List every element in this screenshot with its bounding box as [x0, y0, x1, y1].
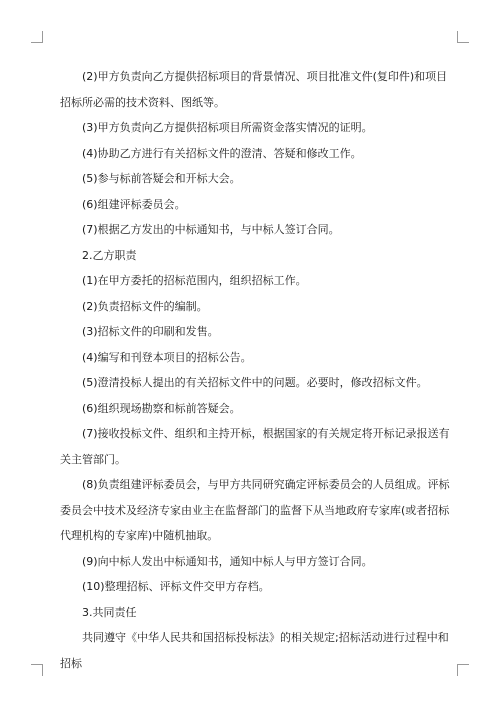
paragraph: (5)参与标前答疑会和开标大会。 — [82, 172, 241, 185]
crop-mark-bottom-left — [31, 664, 43, 676]
paragraph: (1)在甲方委托的招标范围内，组织招标工作。 — [82, 274, 307, 287]
paragraph: (10)整理招标、评标文件交甲方存档。 — [82, 580, 270, 593]
crop-mark-top-left — [31, 31, 43, 43]
paragraph: (5)澄清投标人提出的有关招标文件中的问题。必要时，修改招标文件。 — [82, 376, 428, 389]
paragraph: (4)编写和刊登本项目的招标公告。 — [82, 350, 252, 364]
paragraph: (8)负责组建评标委员会，与甲方共同研究确定评标委员会的人员组成。评标委员会中技术及经济专家由业主在监督部门的监督下从当地政府专家库(或者招标代理机构的专家库)中随机抽取。 — [60, 478, 450, 542]
paragraph: (2)甲方负责向乙方提供招标项目的背景情况、项目批准文件(复印件)和项目招标所必需的技术资料、图纸等。 — [60, 70, 448, 109]
paragraph: (6)组建评标委员会。 — [82, 197, 186, 211]
crop-mark-bottom-right — [457, 664, 469, 676]
paragraph: (2)负责招标文件的编制。 — [82, 299, 208, 313]
section-heading: 2.乙方职责 — [82, 248, 137, 262]
paragraph: 共同遵守《中华人民共和国招标投标法》的相关规定;招标活动进行过程中和招标 — [60, 631, 449, 670]
paragraph: (7)根据乙方发出的中标通知书，与中标人签订合同。 — [82, 223, 340, 236]
paragraph: (6)组织现场勘察和标前答疑会。 — [82, 401, 241, 415]
paragraph: (7)接收投标文件、组织和主持开标，根据国家的有关规定将开标记录报送有关主管部门。 — [60, 427, 450, 466]
paragraph: (4)协助乙方进行有关招标文件的澄清、答疑和修改工作。 — [82, 146, 362, 160]
paragraph: (3)甲方负责向乙方提供招标项目所需资金落实情况的证明。 — [82, 121, 373, 134]
section-heading: 3.共同责任 — [82, 605, 137, 619]
paragraph: (9)向中标人发出中标通知书，通知中标人与甲方签订合同。 — [82, 554, 373, 568]
document-body — [60, 64, 450, 676]
crop-mark-top-right — [457, 31, 469, 43]
paragraph: (3)招标文件的印刷和发售。 — [82, 325, 219, 338]
